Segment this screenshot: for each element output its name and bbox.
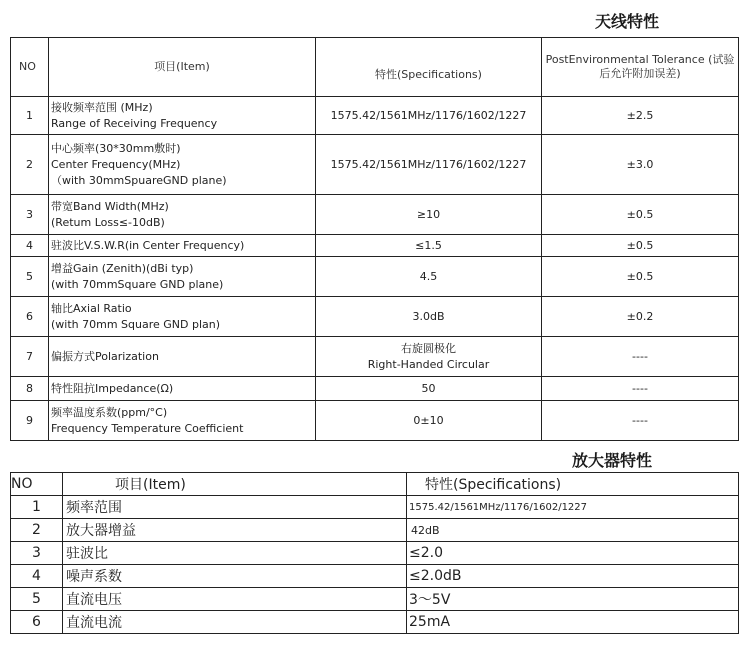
amplifier-table-row (11, 588, 739, 611)
row-item (49, 297, 316, 337)
row-item: 驻波比 (63, 542, 407, 565)
item-line: Frequency Temperature Coefficient (51, 421, 244, 435)
antenna-table-header-row (11, 38, 739, 97)
spec-line: ≥10 (416, 207, 441, 221)
spec-line: 1575.42/1561MHz/1176/1602/1227 (330, 157, 527, 171)
amp-header-item: 项目(Item) (63, 473, 407, 496)
row-tolerance: ±2.5 (542, 97, 739, 135)
amplifier-section-title: 放大器特性 (572, 451, 653, 470)
row-spec: 25mA (407, 611, 739, 634)
antenna-table-row (11, 297, 739, 337)
amplifier-spec-table (10, 472, 739, 634)
row-spec: 1575.42/1561MHz/1176/1602/1227 (407, 496, 739, 519)
row-number: 1 (11, 97, 49, 135)
spec-line: 0±10 (413, 413, 444, 427)
row-item: 直流电压 (63, 588, 407, 611)
row-tolerance: ±0.5 (542, 257, 739, 297)
row-spec (316, 195, 542, 235)
row-spec: ≤2.0dB (407, 565, 739, 588)
header-tolerance-en: PostEnvironmental Tolerance (545, 53, 705, 66)
row-tolerance: ±0.5 (542, 195, 739, 235)
row-number: 5 (11, 588, 63, 611)
amp-header-no: NO (11, 473, 63, 496)
header-no: NO (11, 38, 49, 97)
item-line: 接收频率范围 (MHz) (51, 100, 153, 114)
row-number: 1 (11, 496, 63, 519)
row-number: 6 (11, 611, 63, 634)
item-line: 特性阻抗Impedance(Ω) (51, 381, 174, 395)
antenna-table-row (11, 257, 739, 297)
amp-header-spec: 特性(Specifications) (407, 473, 739, 496)
row-number: 3 (11, 542, 63, 565)
row-number: 4 (11, 235, 49, 257)
item-line: 偏振方式Polarization (51, 349, 159, 363)
antenna-section-title: 天线特性 (595, 12, 660, 31)
header-spec: 特性(Specifications) (316, 38, 542, 97)
row-tolerance: ±0.5 (542, 235, 739, 257)
item-line: Range of Receiving Frequency (51, 116, 218, 130)
item-line: (with 70mmSquare GND plane) (51, 277, 224, 291)
row-number: 5 (11, 257, 49, 297)
item-line: (Retum Loss≤-10dB) (51, 215, 165, 229)
item-line: (with 70mm Square GND plan) (51, 317, 221, 331)
row-number: 9 (11, 401, 49, 441)
item-line: 增益Gain (Zenith)(dBi typ) (51, 261, 194, 275)
row-number: 2 (11, 135, 49, 195)
row-item (49, 377, 316, 401)
row-spec: 3～5V (407, 588, 739, 611)
antenna-table-row (11, 195, 739, 235)
row-number: 4 (11, 565, 63, 588)
spec-line: Right-Handed Circular (367, 357, 490, 371)
spec-line: 4.5 (419, 269, 438, 283)
antenna-table-body (11, 97, 739, 441)
row-spec (316, 235, 542, 257)
row-item (49, 401, 316, 441)
spec-line: ≤1.5 (415, 238, 442, 252)
header-item: 项目(Item) (49, 38, 316, 97)
row-item: 放大器增益 (63, 519, 407, 542)
row-spec (316, 337, 542, 377)
item-line: 频率温度系数(ppm/°C) (51, 405, 168, 419)
row-number: 3 (11, 195, 49, 235)
amplifier-table-header-row (11, 473, 739, 496)
antenna-table-row (11, 401, 739, 441)
item-line: （with 30mmSpuareGND plane) (51, 173, 227, 187)
amplifier-table-body (11, 496, 739, 634)
item-line: 带宽Band Width(MHz) (51, 199, 169, 213)
header-tolerance (542, 38, 739, 97)
row-number: 6 (11, 297, 49, 337)
row-number: 2 (11, 519, 63, 542)
row-spec (316, 135, 542, 195)
row-spec (316, 401, 542, 441)
header-tolerance-cn: (试验后允许附加误差) (599, 53, 735, 80)
row-spec: 42dB (407, 519, 739, 542)
spec-line: 3.0dB (412, 309, 445, 323)
row-tolerance: ±3.0 (542, 135, 739, 195)
row-tolerance: ---- (542, 377, 739, 401)
row-item: 噪声系数 (63, 565, 407, 588)
row-item (49, 235, 316, 257)
row-tolerance: ---- (542, 337, 739, 377)
row-spec (316, 297, 542, 337)
amplifier-table-row (11, 565, 739, 588)
row-spec: ≤2.0 (407, 542, 739, 565)
row-spec (316, 97, 542, 135)
item-line: 驻波比V.S.W.R(in Center Frequency) (51, 238, 245, 252)
item-line: Center Frequency(MHz) (51, 157, 181, 171)
row-item: 直流电流 (63, 611, 407, 634)
row-item (49, 337, 316, 377)
antenna-table-row (11, 337, 739, 377)
amplifier-table-row (11, 611, 739, 634)
spec-line: 1575.42/1561MHz/1176/1602/1227 (330, 108, 527, 122)
antenna-spec-table (10, 37, 739, 441)
amplifier-table-row (11, 542, 739, 565)
item-line: 中心频率(30*30mm敷时) (51, 141, 181, 155)
row-number: 8 (11, 377, 49, 401)
row-item (49, 97, 316, 135)
row-item: 频率范围 (63, 496, 407, 519)
amplifier-table-row (11, 496, 739, 519)
row-spec (316, 257, 542, 297)
spec-line: 右旋圆极化 (401, 341, 456, 355)
antenna-table-row (11, 377, 739, 401)
row-item (49, 257, 316, 297)
antenna-table-row (11, 97, 739, 135)
antenna-table-row (11, 135, 739, 195)
antenna-table-row (11, 235, 739, 257)
row-item (49, 195, 316, 235)
spec-line: 50 (421, 381, 436, 395)
row-number: 7 (11, 337, 49, 377)
item-line: 轴比Axial Ratio (51, 301, 132, 315)
row-spec (316, 377, 542, 401)
row-tolerance: ±0.2 (542, 297, 739, 337)
amplifier-table-row (11, 519, 739, 542)
row-item (49, 135, 316, 195)
row-tolerance: ---- (542, 401, 739, 441)
